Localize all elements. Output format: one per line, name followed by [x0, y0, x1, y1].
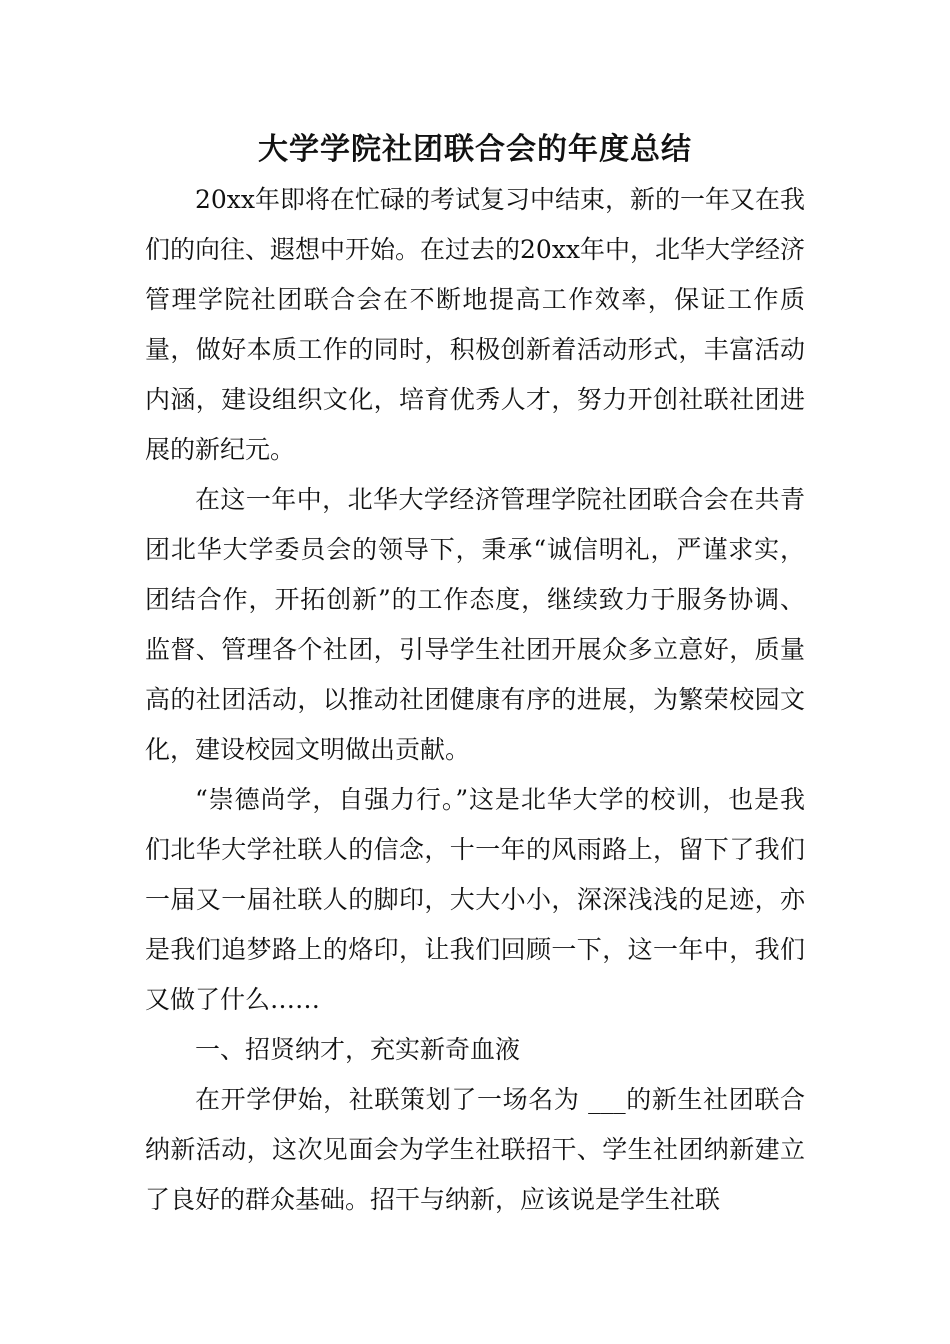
document-body: [145, 175, 805, 1225]
paragraph-leadership: 在这一年中，北华大学经济管理学院社团联合会在共青团北华大学委员会的领导下，秉承“诚信明礼，严谨求实，团结合作，开拓创新”的工作态度，继续致力于服务协调、监督、管理各个社团，引导学生社团开展众多立意好，质量高的社团活动，以推动社团健康有序的进展，为繁荣校园文化，建设校园文明做出贡献。: [145, 485, 805, 764]
document-title: 大学学院社团联合会的年度总结: [258, 132, 692, 167]
paragraph-motto: “崇德尚学，自强力行。”这是北华大学的校训，也是我们北华大学社联人的信念，十一年的风雨路上，留下了我们一届又一届社联人的脚印，大大小小，深深浅浅的足迹，亦是我们追梦路上的烙印，让我们回顾一下，这一年中，我们又做了什么……: [145, 785, 805, 1014]
section-heading-recruitment: 一、招贤纳才，充实新奇血液: [195, 1035, 521, 1064]
paragraph-recruitment: 在开学伊始，社联策划了一场名为 ___的新生社团联合纳新活动，这次见面会为学生社联招干、学生社团纳新建立了良好的群众基础。招干与纳新，应该说是学生社联: [145, 1085, 805, 1214]
paragraph-intro: 20xx年即将在忙碌的考试复习中结束，新的一年又在我们的向往、遐想中开始。在过去的20xx年中，北华大学经济管理学院社团联合会在不断地提高工作效率，保证工作质量，做好本质工作的同时，积极创新着活动形式，丰富活动内涵，建设组织文化，培育优秀人才，努力开创社联社团进展的新纪元。: [145, 185, 806, 464]
